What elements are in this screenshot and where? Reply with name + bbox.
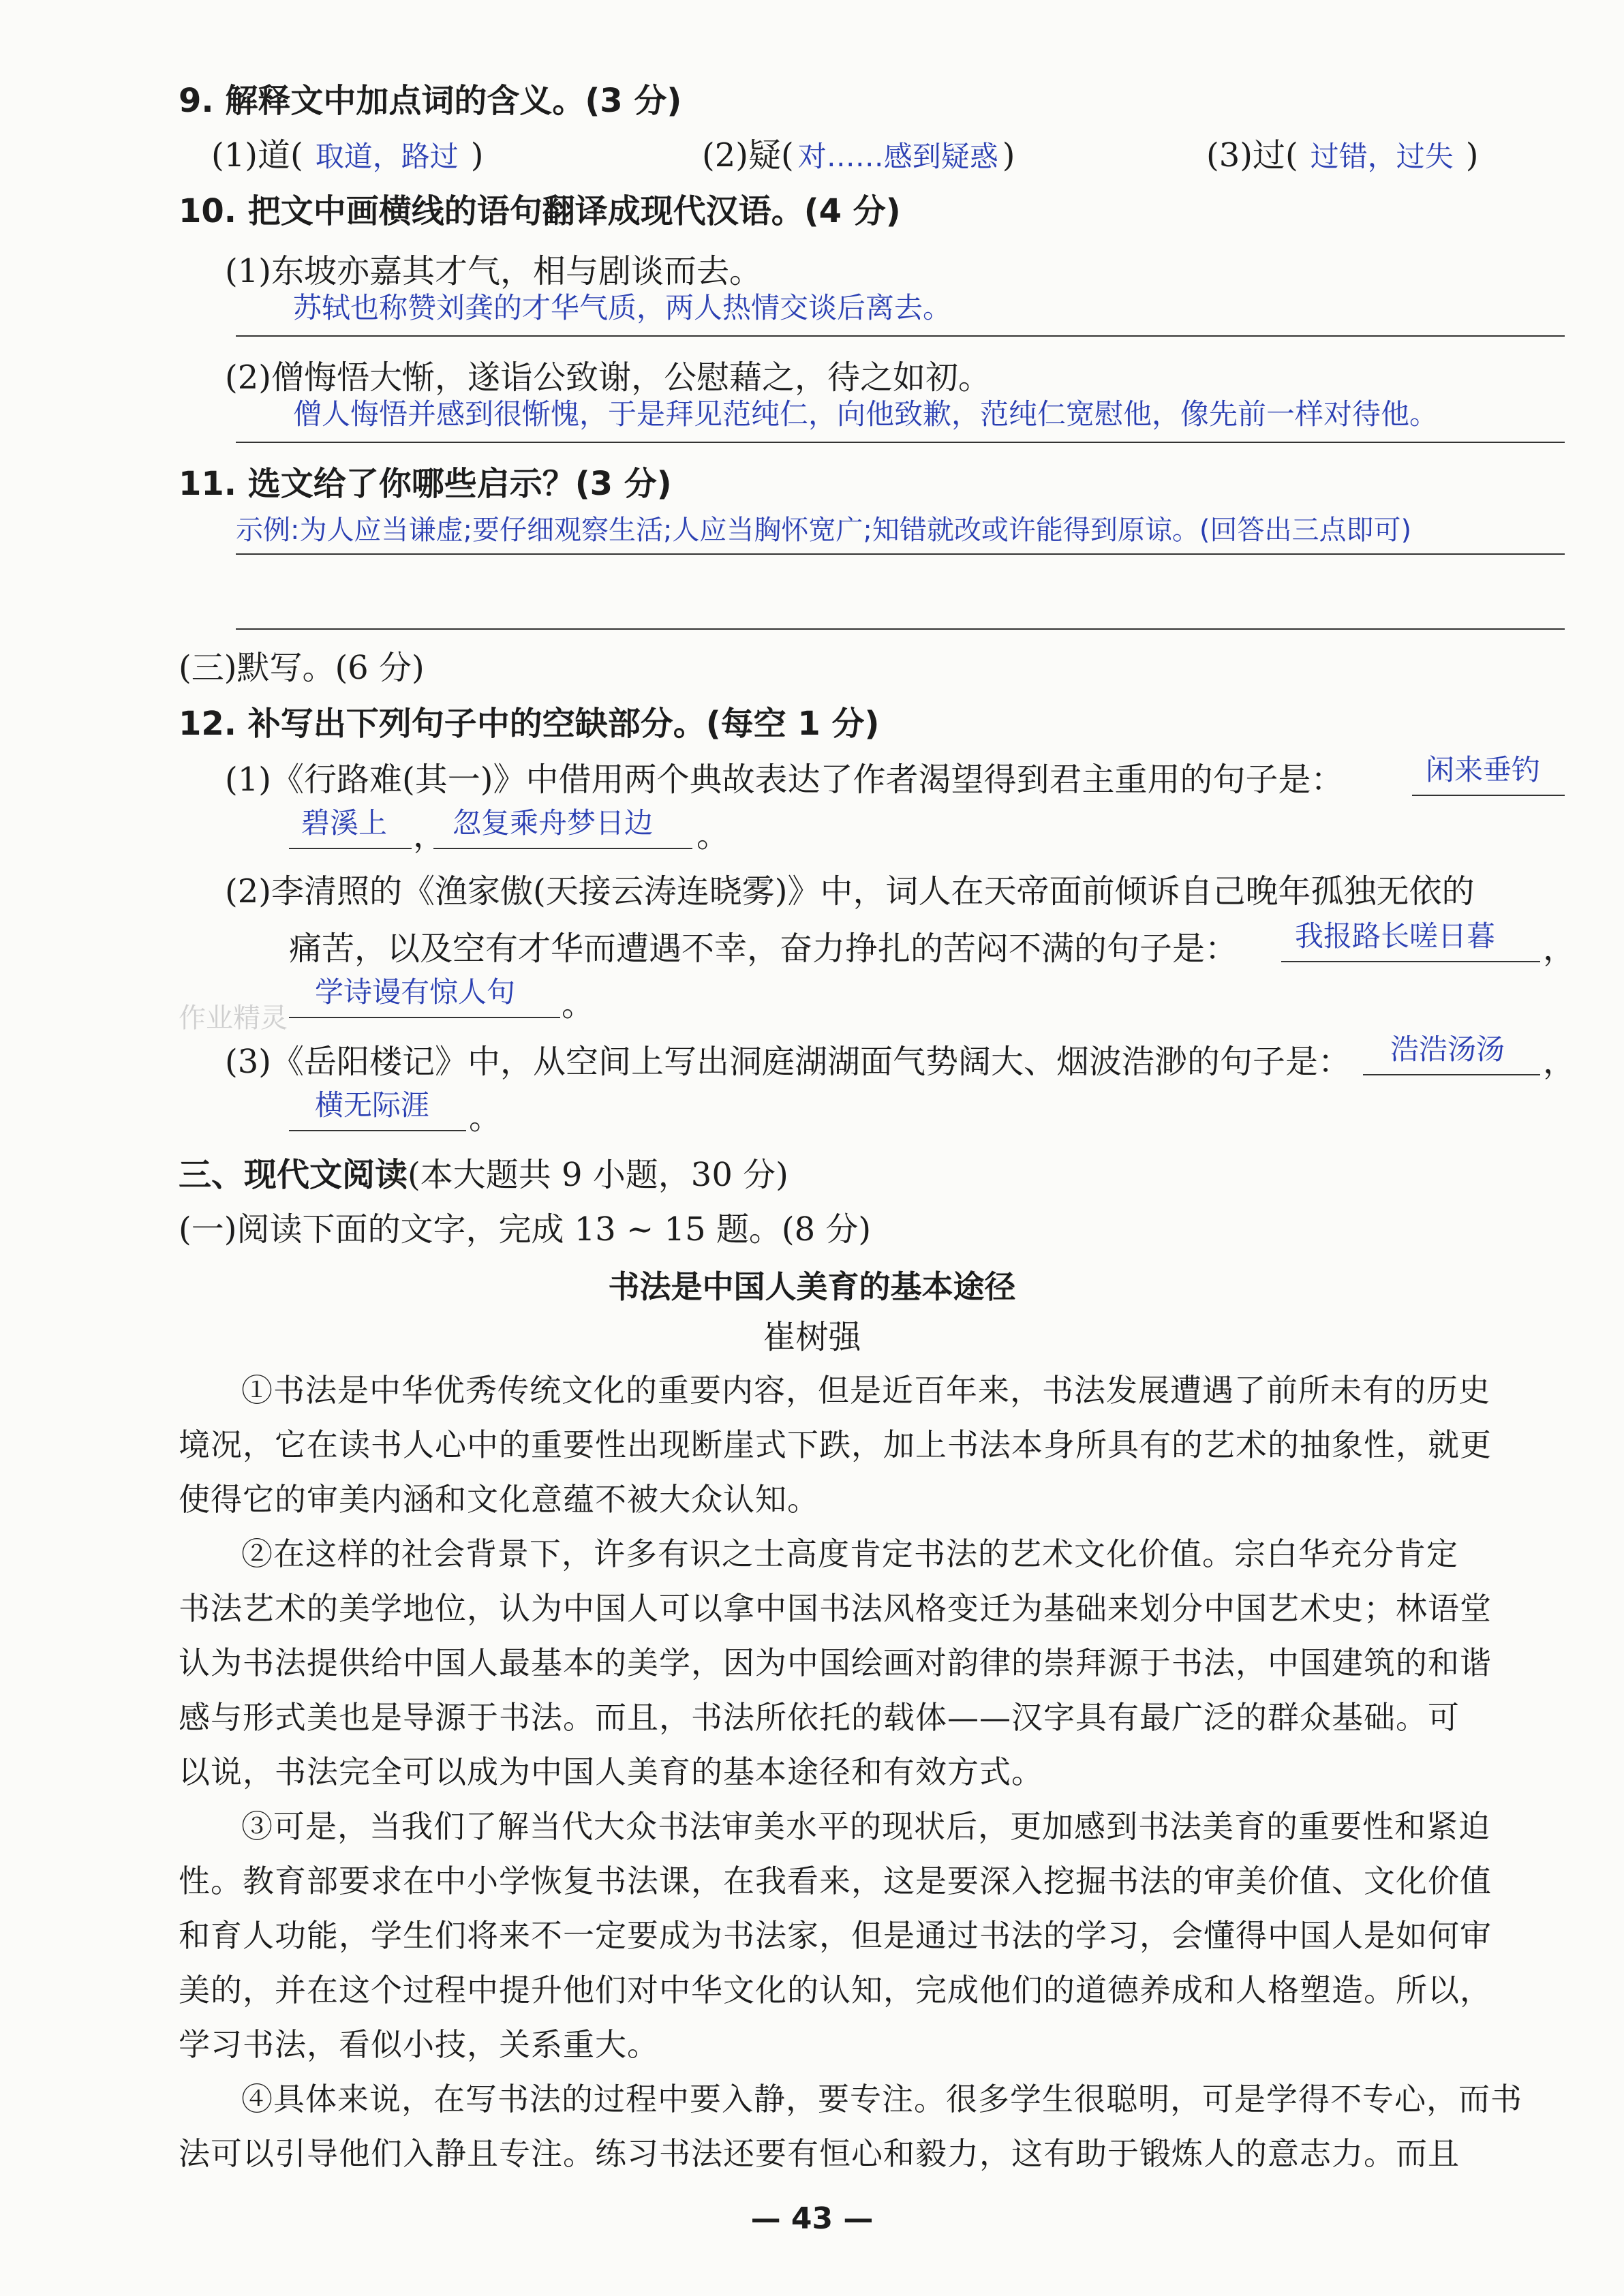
blank-line [433,848,692,849]
article-title: 书法是中国人美育的基本途径 [608,1268,1016,1305]
q11-stem: 11. 选文给了你哪些启示？(3 分) [179,465,672,503]
q12-part3: (3)《岳阳楼记》中，从空间上写出洞庭湖湖面气势阔大、烟波浩渺的句子是： [225,1043,1351,1081]
q10-answer-1: 苏轼也称赞刘龚的才华气质，两人热情交谈后离去。 [293,291,952,324]
article-line: ②在这样的社会背景下，许多有识之士高度肯定书法的艺术文化价值。宗白华充分肯定 [241,1535,1458,1572]
article-body [179,1363,1552,2181]
q12-end-1: 。 [696,816,730,855]
article-line: 美的，并在这个过程中提升他们对中华文化的认知，完成他们的道德养成和人格塑造。所以， [179,1972,1492,2008]
q12-answer-3b: 横无际涯 [315,1088,430,1122]
answer-line [236,553,1565,555]
article-line: ④具体来说，在写书法的过程中要入静，要专注。很多学生很聪明，可是学得不专心，而书 [241,2081,1522,2117]
article-line: 学习书法，看似小技，关系重大。 [179,2026,659,2063]
q12-end-2: 。 [562,985,595,1024]
article-line: ③可是，当我们了解当代大众书法审美水平的现状后，更加感到书法美育的重要性和紧迫 [241,1808,1490,1845]
page-number: — 43 — [750,2201,874,2236]
q12-stem: 12. 补写出下列句子中的空缺部分。(每空 1 分) [179,705,880,743]
q12-part2-line2: 痛苦，以及空有才华而遭遇不幸，奋力挣扎的苦闷不满的句子是： [289,930,1238,968]
q12-answer-3a: 浩浩汤汤 [1390,1032,1505,1066]
article-line: ①书法是中华优秀传统文化的重要内容，但是近百年来，书法发展遭遇了前所未有的历史 [241,1372,1490,1409]
answer-line [236,335,1565,337]
q9-item-2: (2)疑( 对……感到疑惑 ) [702,136,1015,174]
article-line: 感与形式美也是导源于书法。而且，书法所依托的载体——汉字具有最广泛的群众基础。可 [179,1699,1460,1736]
q12-part2-line1: (2)李清照的《渔家傲(天接云涛连晓雾)》中，词人在天帝面前倾诉自己晚年孤独无依的 [225,872,1475,910]
article-line: 境况，它在读书人心中的重要性出现断崖式下跌，加上书法本身所具有的艺术的抽象性，就更 [179,1426,1492,1463]
article-line: 书法艺术的美学地位，认为中国人可以拿中国书法风格变迁为基础来划分中国艺术史；林语堂 [179,1590,1492,1627]
blank-line [1412,795,1565,796]
blank-line [289,1017,560,1018]
q10-sentence-2: (2)僧悔悟大惭，遂诣公致谢，公慰藉之，待之如初。 [225,358,991,397]
q12-answer-1c: 忽复乘舟梦日边 [453,806,654,840]
q9-answer-1: 取道，路过 [315,140,459,173]
q12-answer-1b: 碧溪上 [301,806,388,840]
part3-heading: 三、现代文阅读(本大题共 9 小题，30 分) [179,1156,788,1194]
blank-line [1363,1074,1540,1075]
q12-sep-3: ， [1543,1043,1576,1081]
q10-sentence-1: (1)东坡亦嘉其才气，相与剧谈而去。 [225,252,762,290]
q9-item-3: (3)过( 过错，过失 ) [1206,136,1479,174]
q12-sep-1: ， [413,816,446,855]
q10-stem: 10. 把文中画横线的语句翻译成现代汉语。(4 分) [179,192,901,230]
article-line: 法可以引导他们入静且专注。练习书法还要有恒心和毅力，这有助于锻炼人的意志力。而且 [179,2135,1460,2172]
section-dictation: (三)默写。(6 分) [179,649,425,687]
q9-answer-3: 过错，过失 [1310,140,1454,173]
q12-answer-2b: 学诗谩有惊人句 [315,975,516,1009]
q9-item-1: (1)道( 取道，路过 ) [211,136,484,174]
article-line: 以说，书法完全可以成为中国人美育的基本途径和有效方式。 [179,1754,1043,1790]
article-author: 崔树强 [763,1318,861,1356]
q9-stem: 9. 解释文中加点词的含义。(3 分) [179,82,682,120]
article-line: 和育人功能，学生们将来不一定要成为书法家，但是通过书法的学习，会懂得中国人是如何审 [179,1917,1492,1954]
article-line: 认为书法提供给中国人最基本的美学，因为中国绘画对韵律的崇拜源于书法，中国建筑的和谐 [179,1644,1492,1681]
q10-answer-2: 僧人悔悟并感到很惭愧，于是拜见范纯仁，向他致歉，范纯仁宽慰他，像先前一样对待他。 [293,397,1439,431]
reading-intro: (一)阅读下面的文字，完成 13 ~ 15 题。(8 分) [179,1210,872,1249]
q11-answer: 示例:为人应当谦虚;要仔细观察生活;人应当胸怀宽广;知错就改或许能得到原谅。(回答出三点即可) [236,515,1412,546]
blank-line [289,848,412,849]
blank-line [1281,961,1540,962]
answer-line [236,442,1565,443]
blank-line [289,1130,466,1131]
q12-end-3: 。 [469,1099,502,1137]
q12-answer-1a: 闲来垂钓 [1426,753,1541,786]
q12-sep-2: ， [1543,930,1576,968]
watermark: 作业精灵 [179,1002,288,1034]
q12-answer-2a: 我报路长嗟日暮 [1295,919,1496,953]
article-line: 使得它的审美内涵和文化意蕴不被大众认知。 [179,1481,819,1518]
q9-answer-2: 对……感到疑惑 [797,140,998,173]
answer-line [236,628,1565,630]
q12-part1: (1)《行路难(其一)》中借用两个典故表达了作者渴望得到君主重用的句子是： [225,761,1344,799]
article-line: 性。教育部要求在中小学恢复书法课，在我看来，这是要深入挖掘书法的审美价值、文化价值 [179,1863,1492,1899]
